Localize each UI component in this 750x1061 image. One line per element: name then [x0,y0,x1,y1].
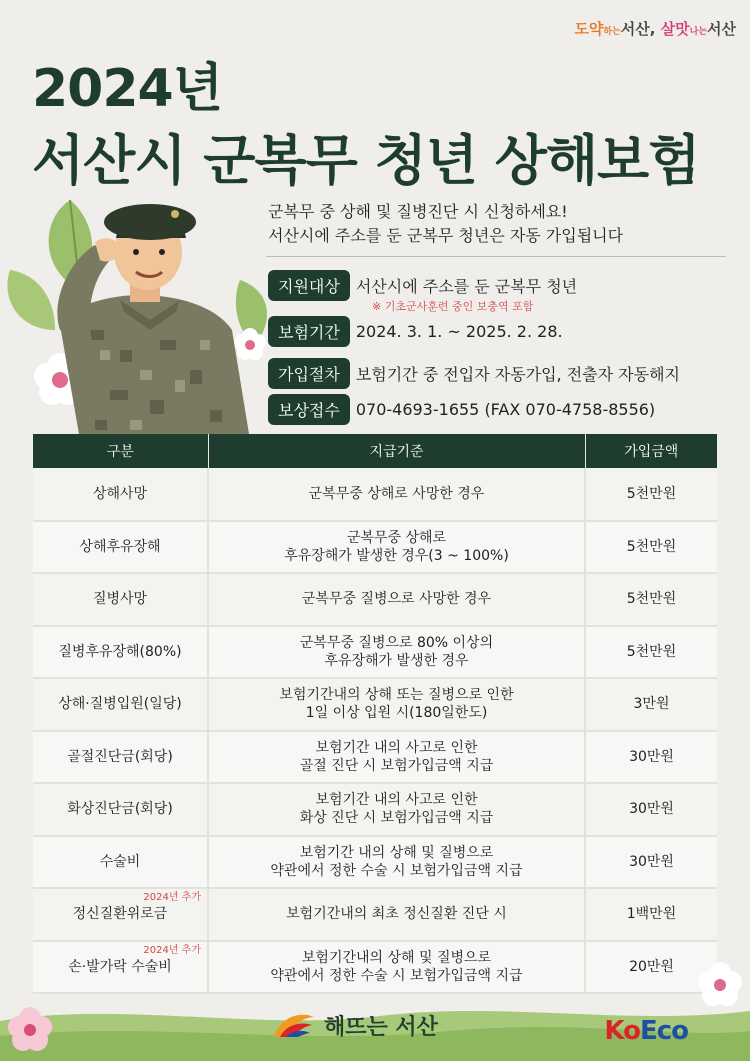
table-row [33,678,717,731]
header-category: 구분 [33,434,208,468]
criteria-line-2: 화상 진단 시 보험가입금액 지급 [299,810,494,827]
criteria-line-2: 1일 이상 입원 시(180일한도) [305,705,488,722]
info-label-period: 보험기간 [268,316,350,347]
info-value-procedure: 보험기간 중 전입자 자동가입, 전출자 자동해지 [355,365,681,384]
category-label: 상해·질병입원(일당) [58,696,182,713]
slogan-sep: , [649,20,656,38]
cell-category [33,731,208,784]
table-row [33,888,717,941]
criteria-line-2: 후유장해가 발생한 경우 [324,652,469,669]
city-logo-icon [270,1007,318,1043]
criteria-line-1: 보험기간 내의 사고로 인한 [315,792,478,809]
slogan-part3: 살맛 [660,20,690,38]
category-label: 상해후유장해 [79,538,161,555]
criteria-line-1: 보험기간내의 상해 및 질병으로 [301,949,492,966]
criteria-line-2: 약관에서 정한 수술 시 보험가입금액 지급 [270,967,523,984]
category-label: 질병후유장해(80%) [58,643,182,660]
cell-amount: 5천만원 [585,521,717,574]
page-title: 서산시 군복무 청년 상해보험 [32,129,700,192]
table-row [33,626,717,679]
coverage-table [33,434,717,994]
info-note-target: ※ 기초군사훈련 중인 보충역 포함 [372,300,534,313]
table-row [33,836,717,889]
intro-line-1: 군복무 중 상해 및 질병진단 시 신청하세요! [268,202,568,221]
koeco-logo-part1: Ko [604,1016,640,1046]
cell-category [33,888,208,941]
cell-amount: 3만원 [585,678,717,731]
criteria-line-1: 군복무중 상해로 사망한 경우 [308,485,485,502]
cell-criteria [208,836,585,889]
cell-amount: 1백만원 [585,888,717,941]
cell-criteria [208,468,585,521]
criteria-line-1: 군복무중 상해로 [346,529,447,546]
info-value-period: 2024. 3. 1. ~ 2025. 2. 28. [355,322,563,341]
koeco-logo [604,1016,688,1046]
cell-criteria [208,626,585,679]
slogan-part2: 서산 [620,20,650,38]
header-amount: 가입금액 [585,434,717,468]
cell-category [33,573,208,626]
soldier-illustration [0,180,270,440]
criteria-line-2: 후유장해가 발생한 경우(3 ~ 100%) [284,547,509,564]
criteria-line-1: 군복무중 질병으로 사망한 경우 [301,591,492,608]
table-row [33,468,717,521]
category-label: 상해사망 [92,485,148,502]
cell-amount: 5천만원 [585,626,717,679]
cell-amount: 5천만원 [585,468,717,521]
new-badge: 2024년 추가 [143,892,201,903]
new-badge: 2024년 추가 [143,944,201,956]
info-row-target [268,270,577,301]
category-label: 골절진단금(회당) [67,748,173,765]
intro-text [268,200,623,248]
city-slogan [574,18,736,39]
intro-line-2: 서산시에 주소를 둔 군복무 청년은 자동 가입됩니다 [268,226,624,245]
table-header-row [33,434,717,468]
city-logo-text: 해뜨는 서산 [324,1014,438,1040]
koeco-logo-part2: Eco [639,1016,688,1046]
cell-category [33,678,208,731]
slogan-part1-small: 하는 [603,27,621,37]
cell-criteria [208,731,585,784]
cell-criteria [208,941,585,994]
cell-category [33,836,208,889]
slogan-part4: 서산 [707,20,736,38]
info-value-target: 서산시에 주소를 둔 군복무 청년 [355,277,578,296]
city-logo [270,1007,438,1043]
cell-amount: 30만원 [585,836,717,889]
cell-category [33,626,208,679]
criteria-line-1: 보험기간 내의 사고로 인한 [315,739,478,756]
table-row [33,521,717,574]
category-label: 수술비 [99,853,141,870]
criteria-line-1: 보험기간내의 상해 또는 질병으로 인한 [279,687,514,704]
header-criteria: 지급기준 [208,434,585,468]
cell-amount: 30만원 [585,783,717,836]
criteria-line-1: 보험기간내의 최초 정신질환 진단 시 [286,906,507,923]
slogan-part1: 도약 [574,20,604,38]
flower-right-icon [690,955,750,1015]
flower-left-icon [0,1000,60,1060]
cell-criteria [208,783,585,836]
cell-criteria [208,521,585,574]
info-label-procedure: 가입절차 [268,358,350,389]
info-label-target: 지원대상 [268,270,350,301]
cell-criteria [208,888,585,941]
table-row [33,783,717,836]
table-row [33,731,717,784]
title-year: 2024년 [32,59,222,119]
cell-amount: 30만원 [585,731,717,784]
cell-category [33,468,208,521]
cell-category [33,783,208,836]
cell-amount: 20만원 [585,941,717,994]
criteria-line-2: 골절 진단 시 보험가입금액 지급 [299,757,494,774]
info-row-procedure [268,358,680,389]
cell-criteria [208,678,585,731]
criteria-line-2: 약관에서 정한 수술 시 보험가입금액 지급 [270,862,523,879]
info-row-claim [268,394,655,425]
table-row [33,573,717,626]
cell-category [33,941,208,994]
slogan-part3-small: 나는 [689,27,708,37]
table-row [33,941,717,994]
divider [266,256,726,257]
criteria-line-1: 보험기간 내의 상해 및 질병으로 [299,844,494,861]
cell-criteria [208,573,585,626]
info-label-claim: 보상접수 [268,394,350,425]
cell-amount: 5천만원 [585,573,717,626]
category-label: 화상진단금(회당) [67,801,173,818]
category-label: 질병사망 [92,591,148,608]
info-row-period [268,316,563,347]
info-value-claim: 070-4693-1655 (FAX 070-4758-8556) [355,400,656,419]
category-label: 손·발가락 수술비 [68,958,172,975]
cell-category [33,521,208,574]
category-label: 정신질환위로금 [72,906,168,923]
criteria-line-1: 군복무중 질병으로 80% 이상의 [299,634,494,651]
